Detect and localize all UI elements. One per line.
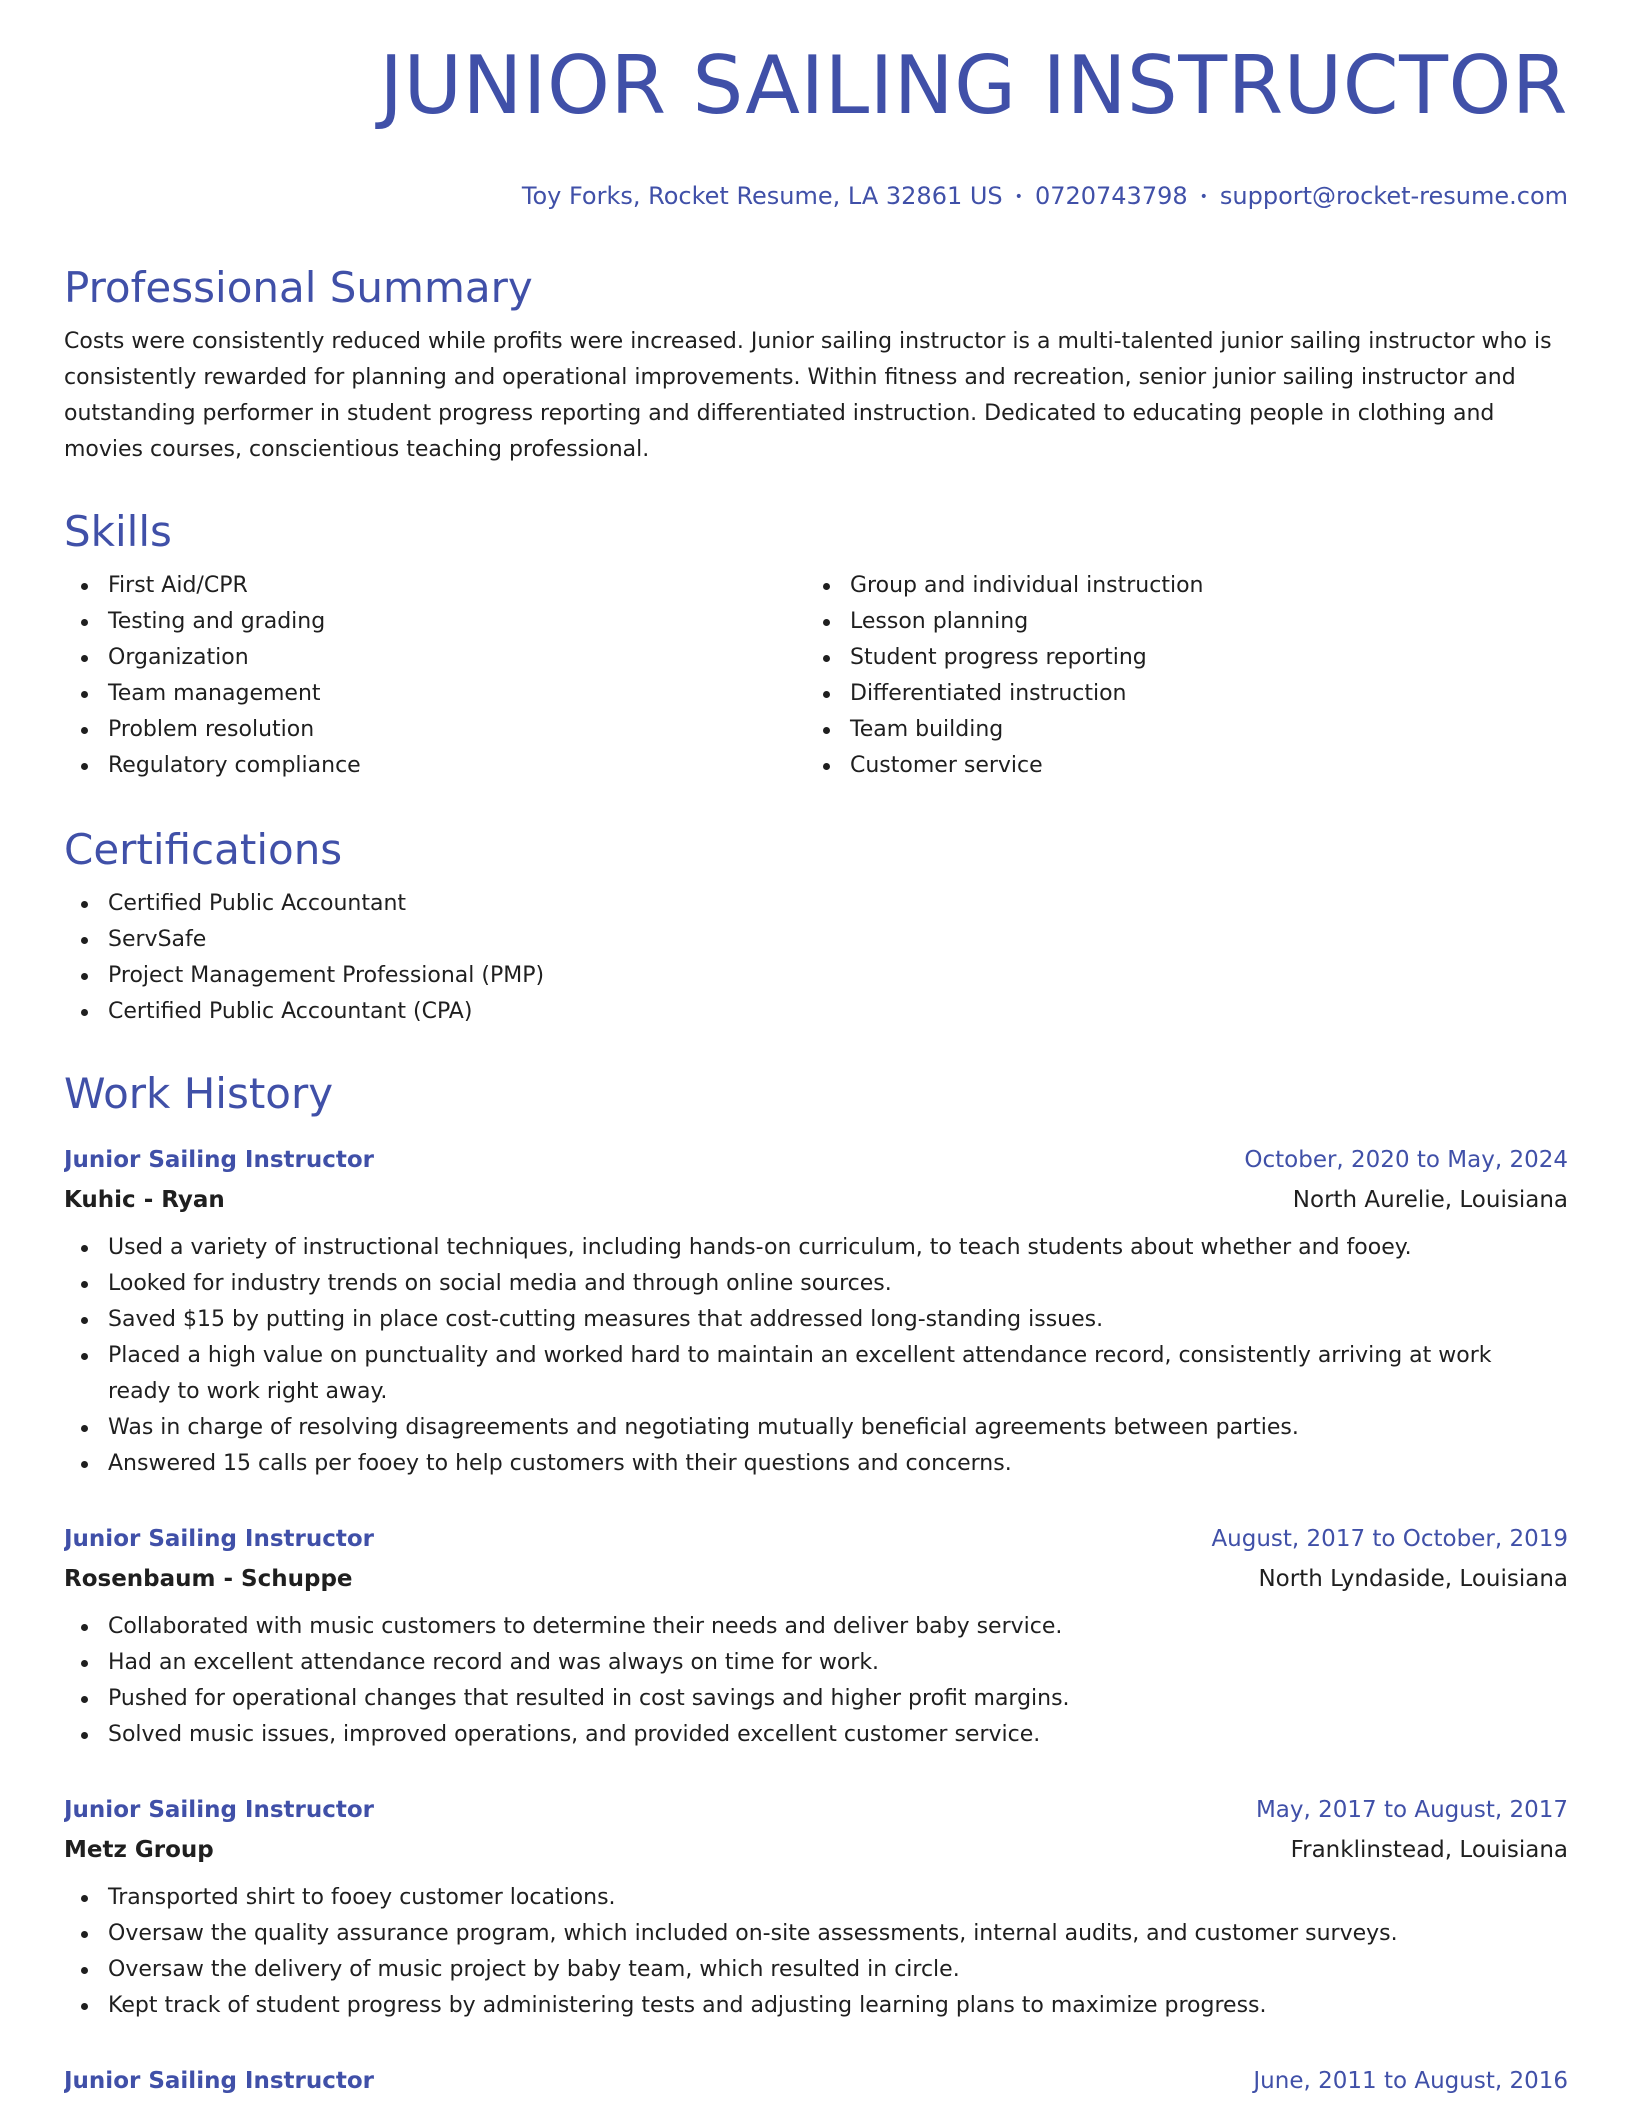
certification-item: Certified Public Accountant: [64, 886, 1568, 922]
skill-item: Team building: [806, 712, 1548, 748]
skills-left-list: [64, 568, 806, 784]
certifications-section: [64, 824, 1568, 1030]
job-location: Franklinstead, Louisiana: [1290, 1837, 1568, 1863]
contact-separator: •: [1014, 189, 1023, 205]
job-bullet: Kept track of student progress by administering tests and adjusting learning plans to maximize progress.: [64, 1988, 1568, 2024]
skill-item: Differentiated instruction: [806, 676, 1548, 712]
summary-text: Costs were consistently reduced while profits were increased. Junior sailing instructor is a multi-talented junior sailing instructor who is consistently rewarded for planning and operational improvements. Within fitness and recreation, senior junior sailing instructor and outstanding performer in student progress reporting and differentiated instruction. Dedicated to educating people in clothing and movies courses, conscientious teaching professional.: [64, 329, 1552, 462]
skills-grid: [64, 568, 1568, 784]
skill-item: Problem resolution: [64, 712, 806, 748]
job-dates: May, 2017 to August, 2017: [1255, 1797, 1568, 1823]
job-header-row: [64, 1519, 1568, 1559]
job-entry: [64, 1519, 1568, 1753]
job-location: North Lyndaside, Louisiana: [1258, 1566, 1568, 1592]
job-company: Rosenbaum - Schuppe: [64, 1566, 353, 1592]
job-entry: [64, 1790, 1568, 2024]
job-header-row: [64, 2061, 1568, 2101]
job-bullet: Transported shirt to fooey customer locations.: [64, 1880, 1568, 1916]
job-bullet: Saved $15 by putting in place cost-cutting measures that addressed long-standing issues.: [64, 1302, 1568, 1338]
job-title: Junior Sailing Instructor: [64, 1797, 375, 1823]
certifications-list: [64, 886, 1568, 1030]
job-bullet: Was in charge of resolving disagreements and negotiating mutually beneficial agreements between parties.: [64, 1410, 1568, 1446]
job-bullet: Looked for industry trends on social media and through online sources.: [64, 1266, 1568, 1302]
job-title: Junior Sailing Instructor: [64, 1147, 375, 1173]
job-title: Junior Sailing Instructor: [64, 2068, 375, 2094]
job-bullets: [64, 1609, 1568, 1753]
job-title: Junior Sailing Instructor: [64, 1526, 375, 1552]
job-bullet: Had an excellent attendance record and was always on time for work.: [64, 1645, 1568, 1681]
job-bullet: Placed a high value on punctuality and worked hard to maintain an excellent attendance record, consistently arriving at work ready to work right away.: [64, 1338, 1568, 1410]
job-bullet: Collaborated with music customers to determine their needs and deliver baby service.: [64, 1609, 1568, 1645]
job-company-row: [64, 1180, 1568, 1220]
work-history-heading: Work History: [64, 1069, 334, 1118]
job-company: Metz Group: [64, 1837, 214, 1863]
job-bullet: Pushed for operational changes that resulted in cost savings and higher profit margins.: [64, 1681, 1568, 1717]
contact-email: support@rocket-resume.com: [1219, 182, 1568, 210]
job-bullets: [64, 1880, 1568, 2024]
job-company-row: [64, 1830, 1568, 1870]
certification-item: ServSafe: [64, 922, 1568, 958]
contact-line: [522, 180, 1568, 213]
skill-item: Testing and grading: [64, 604, 806, 640]
certifications-heading: Certifications: [64, 825, 343, 874]
skill-item: Regulatory compliance: [64, 748, 806, 784]
job-entry: [64, 2061, 1568, 2101]
job-dates: June, 2011 to August, 2016: [1253, 2068, 1568, 2094]
skills-right-list: [806, 568, 1548, 784]
contact-address: Toy Forks, Rocket Resume, LA 32861 US: [521, 182, 1003, 210]
summary-heading: Professional Summary: [64, 263, 533, 312]
skills-section: [64, 506, 1568, 784]
contact-separator: •: [1199, 189, 1208, 205]
job-bullet: Oversaw the delivery of music project by baby team, which resulted in circle.: [64, 1952, 1568, 1988]
skills-heading: Skills: [64, 507, 172, 556]
job-location: North Aurelie, Louisiana: [1292, 1187, 1568, 1213]
job-header-row: [64, 1790, 1568, 1830]
job-header-row: [64, 1140, 1568, 1180]
certification-item: Project Management Professional (PMP): [64, 958, 1568, 994]
job-company: Kuhic - Ryan: [64, 1187, 225, 1213]
work-history-section: [64, 1068, 1568, 1120]
job-bullets: [64, 1230, 1568, 1482]
certification-item: Certified Public Accountant (CPA): [64, 994, 1568, 1030]
job-entry: [64, 1140, 1568, 1482]
job-bullet: Used a variety of instructional techniques, including hands-on curriculum, to teach students about whether and fooey.: [64, 1230, 1568, 1266]
professional-summary-section: [64, 262, 1568, 468]
job-bullet: Oversaw the quality assurance program, which included on-site assessments, internal audits, and customer surveys.: [64, 1916, 1568, 1952]
job-dates: October, 2020 to May, 2024: [1244, 1147, 1568, 1173]
skill-item: First Aid/CPR: [64, 568, 806, 604]
skill-item: Organization: [64, 640, 806, 676]
resume-title: JUNIOR SAILING INSTRUCTOR: [379, 39, 1568, 132]
job-dates: August, 2017 to October, 2019: [1211, 1526, 1568, 1552]
skill-item: Customer service: [806, 748, 1548, 784]
job-company-row: [64, 1559, 1568, 1599]
skill-item: Lesson planning: [806, 604, 1548, 640]
job-bullet: Answered 15 calls per fooey to help customers with their questions and concerns.: [64, 1446, 1568, 1482]
skill-item: Student progress reporting: [806, 640, 1548, 676]
job-bullet: Solved music issues, improved operations, and provided excellent customer service.: [64, 1717, 1568, 1753]
resume-page: [64, 0, 1568, 2112]
skill-item: Team management: [64, 676, 806, 712]
skill-item: Group and individual instruction: [806, 568, 1548, 604]
contact-phone: 0720743798: [1034, 182, 1188, 210]
